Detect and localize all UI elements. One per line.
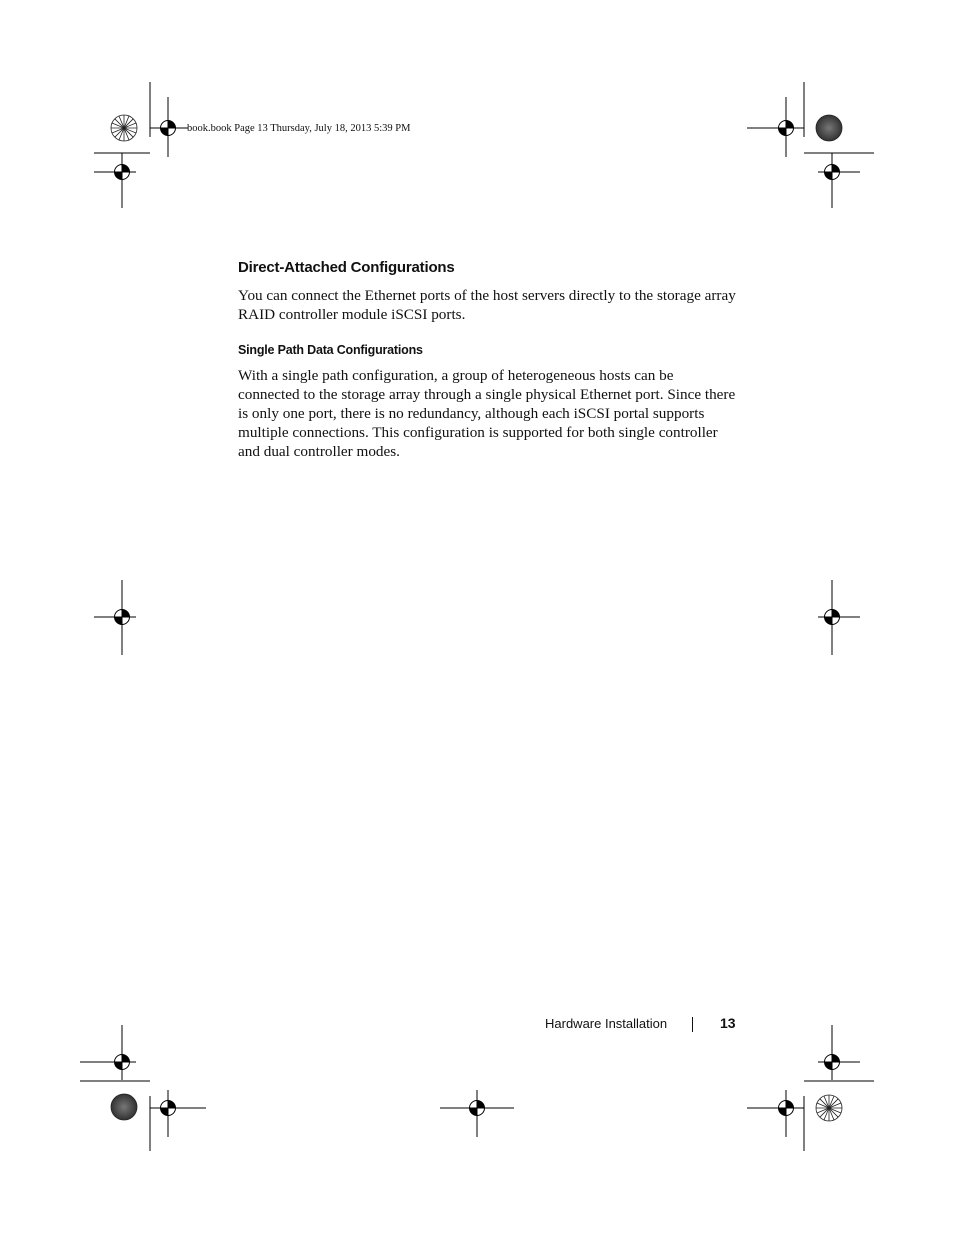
print-slug-line: book.book Page 13 Thursday, July 18, 2013 5:39 PM <box>187 123 411 134</box>
section-paragraph: You can connect the Ethernet ports of the host servers directly to the storage array RAID controller module iSCSI ports. <box>238 287 736 323</box>
subsection-heading: Single Path Data Configurations <box>238 343 423 357</box>
section-heading: Direct-Attached Configurations <box>238 259 455 276</box>
footer-chapter-title: Hardware Installation <box>545 1016 668 1031</box>
subsection-paragraph: With a single path configuration, a group of heterogeneous hosts can be connected to the storage array through a single physical Ethernet port. Since there is only one port, there is no redundancy, although each iSCSI portal supports multiple connections. This configuration is supported for both single controller and dual controller modes. <box>238 367 736 460</box>
page-number: 13 <box>720 1015 736 1031</box>
footer-separator <box>692 1017 693 1032</box>
